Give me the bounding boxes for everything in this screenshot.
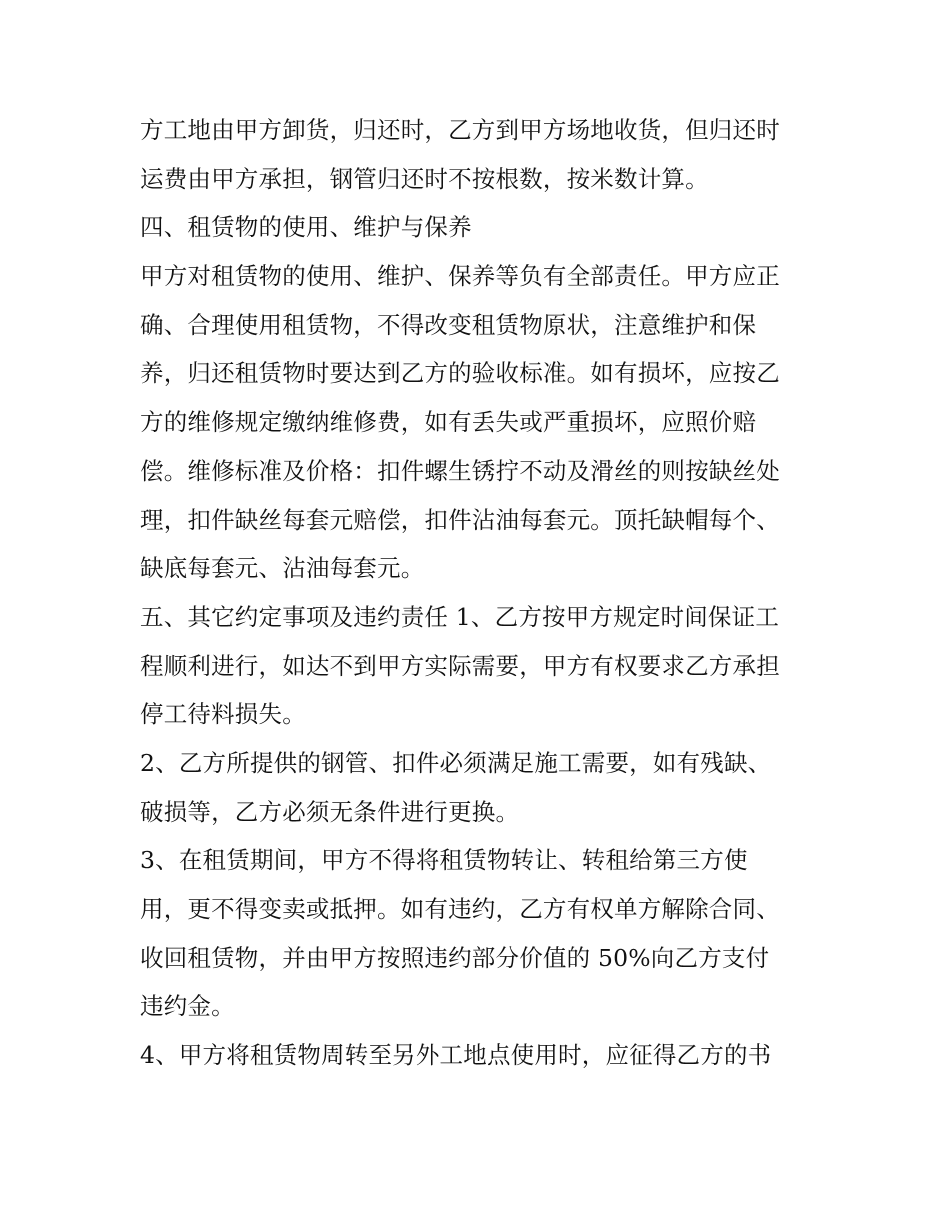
text-line: 破损等，乙方必须无条件进行更换。 — [140, 797, 520, 826]
text-line: 3、在租赁期间，甲方不得将租赁物转让、转租给第三方使 — [140, 846, 748, 875]
section-heading: 五、其它约定事项及违约责任 1、乙方按甲方规定时间保证工 — [140, 602, 780, 631]
text-line: 养，归还租赁物时要达到乙方的验收标准。如有损坏，应按乙 — [140, 359, 780, 388]
text-line: 4、甲方将租赁物周转至另外工地点使用时，应征得乙方的书 — [140, 1041, 772, 1070]
text-line: 偿。维修标准及价格：扣件螺生锈拧不动及滑丝的则按缺丝处 — [140, 456, 780, 485]
text-line: 缺底每套元、沾油每套元。 — [140, 554, 425, 583]
text-line: 方工地由甲方卸货，归还时，乙方到甲方场地收货，但归还时 — [140, 116, 780, 144]
text-line: 用，更不得变卖或抵押。如有违约，乙方有权单方解除合同、 — [140, 895, 780, 923]
text-line: 理，扣件缺丝每套元赔偿，扣件沾油每套元。顶托缺帽每个、 — [140, 505, 780, 534]
text-line: 甲方对租赁物的使用、维护、保养等负有全部责任。甲方应正 — [140, 262, 780, 291]
text-line: 收回租赁物，并由甲方按照违约部分价值的 50%向乙方支付 — [140, 943, 770, 972]
text-line: 停工待料损失。 — [140, 700, 306, 729]
text-line: 程顺利进行，如达不到甲方实际需要，甲方有权要求乙方承担 — [140, 651, 780, 680]
text-line: 2、乙方所提供的钢管、扣件必须满足施工需要，如有残缺、 — [140, 748, 772, 777]
text-line: 运费由甲方承担，钢管归还时不按根数，按米数计算。 — [140, 164, 709, 193]
text-line: 方的维修规定缴纳维修费，如有丢失或严重损坏，应照价赔 — [140, 408, 757, 437]
section-heading: 四、租赁物的使用、维护与保养 — [140, 213, 472, 242]
text-line: 违约金。 — [140, 992, 235, 1021]
document-body — [140, 106, 820, 1080]
text-line: 确、合理使用租赁物，不得改变租赁物原状，注意维护和保 — [140, 310, 757, 339]
